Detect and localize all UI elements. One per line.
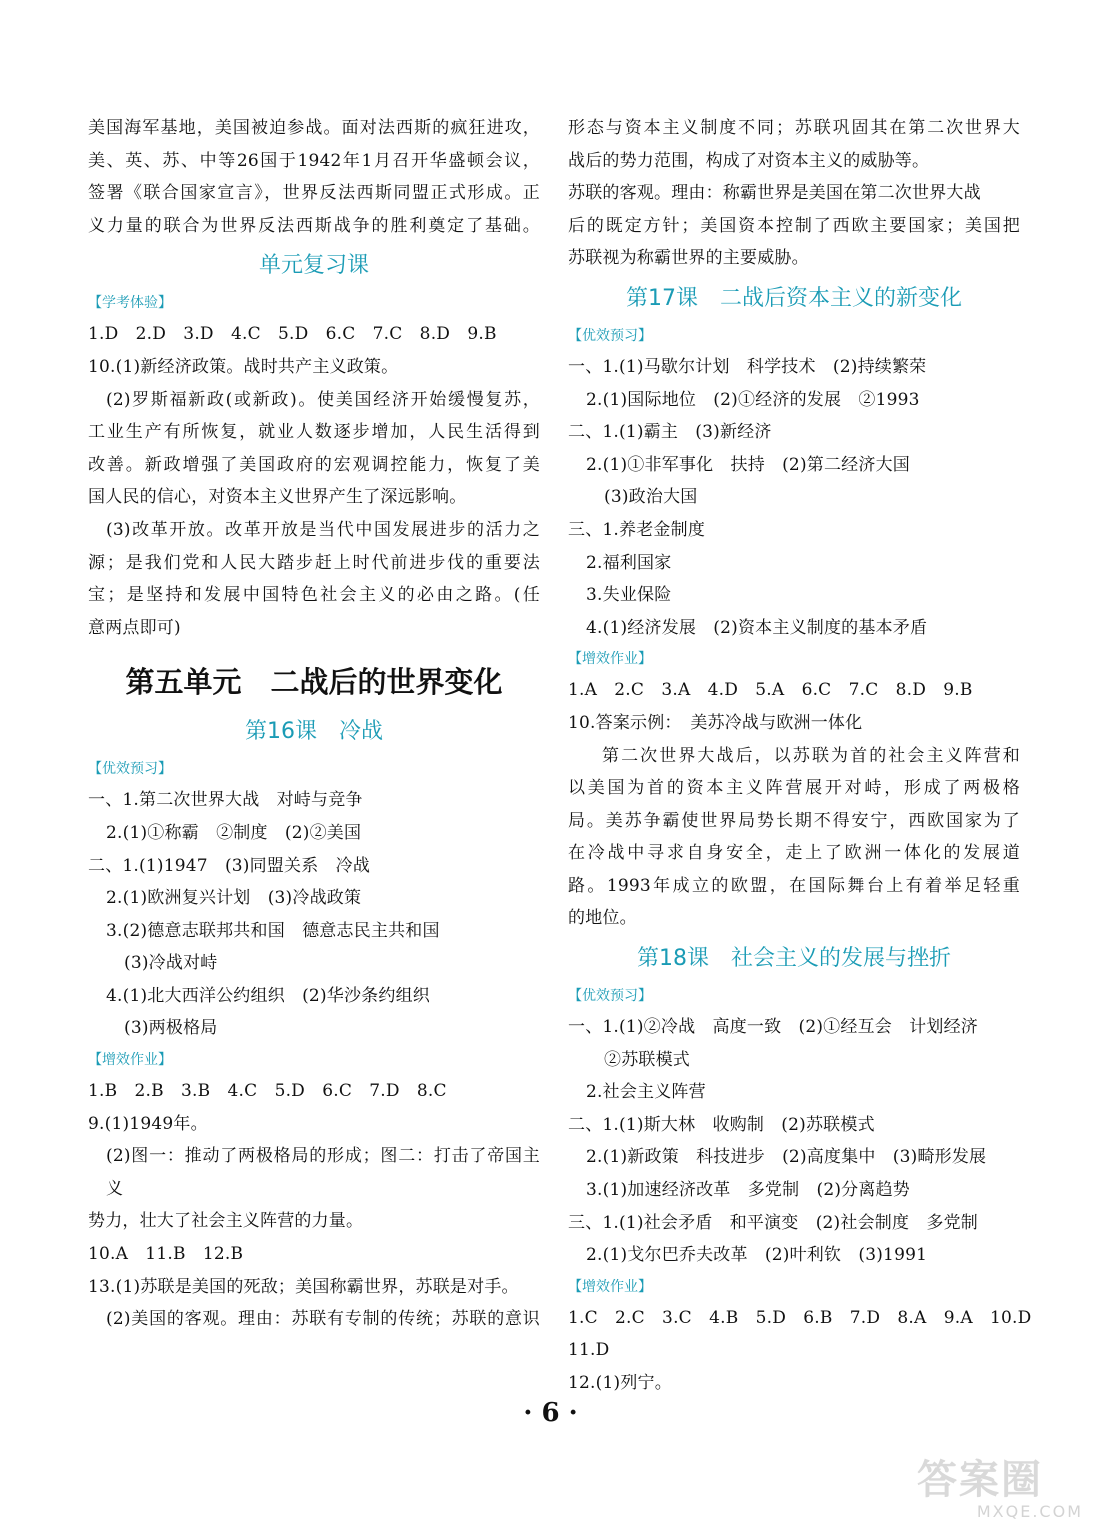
paragraph-line: 的地位。 xyxy=(568,908,637,929)
answer-line: 13.(1)苏联是美国的死敌；美国称霸世界，苏联是对手。 xyxy=(88,1276,519,1297)
section-tag: 【优效预习】 xyxy=(88,761,172,778)
answer-line: 2.(1)①非军事化 扶持 (2)第二经济大国 xyxy=(586,454,910,475)
paragraph-line: 局。美苏争霸使世界局势长期不得安宁，西欧国家为了 xyxy=(568,810,1020,831)
answer-line: 1.D 2.D 3.D 4.C 5.D 6.C 7.C 8.D 9.B xyxy=(88,324,497,345)
watermark-url: MXQE.COM xyxy=(976,1502,1083,1521)
paragraph-line: 签署《联合国家宣言》，世界反法西斯同盟正式形成。正 xyxy=(88,183,540,204)
answer-line: (3)两极格局 xyxy=(124,1018,218,1039)
answer-line: 一、1.(1)马歇尔计划 科学技术 (2)持续繁荣 xyxy=(568,356,927,377)
answer-line: 10.A 11.B 12.B xyxy=(88,1244,244,1265)
answer-line: 12.(1)列宁。 xyxy=(568,1373,672,1393)
paragraph-line: 以美国为首的资本主义阵营展开对峙，形成了两极格 xyxy=(568,778,1020,799)
answer-line: 二、1.(1)霸主 (3)新经济 xyxy=(568,422,772,443)
section-tag: 【优效预习】 xyxy=(568,988,652,1005)
paragraph-line: 苏联的客观。理由：称霸世界是美国在第二次世界大战 xyxy=(568,183,981,204)
answer-line: 2.(1)戈尔巴乔夫改革 (2)叶利钦 (3)1991 xyxy=(586,1245,928,1266)
answer-line: 4.(1)北大西洋公约组织 (2)华沙条约组织 xyxy=(106,985,430,1006)
paragraph-line: 第二次世界大战后，以苏联为首的社会主义阵营和 xyxy=(602,745,1020,766)
answer-line: 2.社会主义阵营 xyxy=(586,1082,706,1103)
paragraph-line: (2)美国的客观。理由：苏联有专制的传统；苏联的意识 xyxy=(106,1309,540,1330)
watermark-logo xyxy=(917,1458,1083,1530)
page-number: · 6 · xyxy=(523,1398,578,1428)
section-tag: 【增效作业】 xyxy=(88,1052,172,1069)
paragraph-line: 源；是我们党和人民大踏步赶上时代前进步伐的重要法 xyxy=(88,552,540,573)
section-tag: 【增效作业】 xyxy=(568,651,652,668)
answer-line: 三、1.(1)社会矛盾 和平演变 (2)社会制度 多党制 xyxy=(568,1212,978,1233)
section-tag: 【优效预习】 xyxy=(568,327,652,344)
paragraph-line: (2)罗斯福新政(或新政)。使美国经济开始缓慢复苏， xyxy=(106,389,540,410)
unit-title: 第五单元 二战后的世界变化 xyxy=(125,665,503,700)
answer-line: 10.答案示例： 美苏冷战与欧洲一体化 xyxy=(568,712,863,733)
lesson-title: 单元复习课 xyxy=(258,253,369,279)
paragraph-line: 苏联视为称霸世界的主要威胁。 xyxy=(568,248,809,269)
answer-line: 3.(1)加速经济改革 多党制 (2)分离趋势 xyxy=(586,1180,910,1201)
answer-line: 3.失业保险 xyxy=(586,585,672,606)
watermark-text: 答案圈 xyxy=(917,1457,1043,1503)
paragraph-line: 改善。新政增强了美国政府的宏观调控能力，恢复了美 xyxy=(88,454,540,475)
answer-line: (3)政治大国 xyxy=(604,487,698,508)
paragraph-line: 宝；是坚持和发展中国特色社会主义的必由之路。(任 xyxy=(88,585,540,606)
paragraph-line: 势力，壮大了社会主义阵营的力量。 xyxy=(88,1211,364,1232)
answer-line: 二、1.(1)斯大林 收购制 (2)苏联模式 xyxy=(568,1114,875,1135)
answer-line: ②苏联模式 xyxy=(604,1049,690,1070)
paragraph-line: 路。1993年成立的欧盟，在国际舞台上有着举足轻重 xyxy=(568,875,1020,896)
paragraph-line: 义力量的联合为世界反法西斯战争的胜利奠定了基础。 xyxy=(88,215,540,236)
answer-line: 1.C 2.C 3.C 4.B 5.D 6.B 7.D 8.A 9.A 10.D xyxy=(568,1307,1032,1328)
answer-line: 9.(1)1949年。 xyxy=(88,1113,208,1134)
answer-line: 1.A 2.C 3.A 4.D 5.A 6.C 7.C 8.D 9.B xyxy=(568,680,973,701)
paragraph-line: 工业生产有所恢复，就业人数逐步增加，人民生活得到 xyxy=(88,422,540,443)
answer-line: 2.(1)①称霸 ②制度 (2)②美国 xyxy=(106,822,362,843)
section-tag: 【学考体验】 xyxy=(88,295,172,312)
section-tag: 【增效作业】 xyxy=(568,1278,652,1295)
left-column xyxy=(88,112,540,1336)
paragraph-line: 在冷战中寻求自身安全，走上了欧洲一体化的发展道 xyxy=(568,843,1020,864)
right-column xyxy=(568,112,1032,1400)
paragraph-line: 国人民的信心，对资本主义世界产生了深远影响。 xyxy=(88,487,467,508)
paragraph-line: 美、英、苏、中等26国于1942年1月召开华盛顿会议， xyxy=(88,150,540,171)
paragraph-line: (2)图一：推动了两极格局的形成；图二：打击了帝国主义 xyxy=(106,1146,540,1199)
answer-line: 2.(1)欧洲复兴计划 (3)冷战政策 xyxy=(106,888,362,909)
answer-line: 三、1.养老金制度 xyxy=(568,519,706,540)
paragraph-line: 后的既定方针；美国资本控制了西欧主要国家；美国把 xyxy=(568,215,1020,236)
answer-line: (3)冷战对峙 xyxy=(124,953,218,974)
answer-line: 一、1.(1)②冷战 高度一致 (2)①经互会 计划经济 xyxy=(568,1017,978,1038)
answer-line: 2.(1)国际地位 (2)①经济的发展 ②1993 xyxy=(586,389,920,410)
paragraph-line: 美国海军基地，美国被迫参战。面对法西斯的疯狂进攻， xyxy=(88,118,540,138)
answer-line: 11.D xyxy=(568,1340,610,1361)
answer-line: 2.(1)新政策 科技进步 (2)高度集中 (3)畸形发展 xyxy=(586,1147,987,1168)
lesson-title: 第18课 社会主义的发展与挫折 xyxy=(637,946,951,972)
answer-line: 二、1.(1)1947 (3)同盟关系 冷战 xyxy=(88,855,371,876)
lesson-title: 第17课 二战后资本主义的新变化 xyxy=(626,285,962,311)
paragraph-line: 意两点即可) xyxy=(88,617,181,638)
answer-line: 1.B 2.B 3.B 4.C 5.D 6.C 7.D 8.C xyxy=(88,1081,447,1102)
answer-line: 4.(1)经济发展 (2)资本主义制度的基本矛盾 xyxy=(586,617,928,638)
paragraph-line: 战后的势力范围，构成了对资本主义的威胁等。 xyxy=(568,150,930,171)
answer-line: 10.(1)新经济政策。战时共产主义政策。 xyxy=(88,356,399,377)
answer-line: 3.(2)德意志联邦共和国 德意志民主共和国 xyxy=(106,920,440,941)
answer-line: 2.福利国家 xyxy=(586,552,672,573)
paragraph-line: (3)改革开放。改革开放是当代中国发展进步的活力之 xyxy=(106,519,540,540)
paragraph-line: 形态与资本主义制度不同；苏联巩固其在第二次世界大 xyxy=(568,118,1020,138)
answer-line: 一、1.第二次世界大战 对峙与竞争 xyxy=(88,790,363,811)
lesson-title: 第16课 冷战 xyxy=(245,719,383,745)
